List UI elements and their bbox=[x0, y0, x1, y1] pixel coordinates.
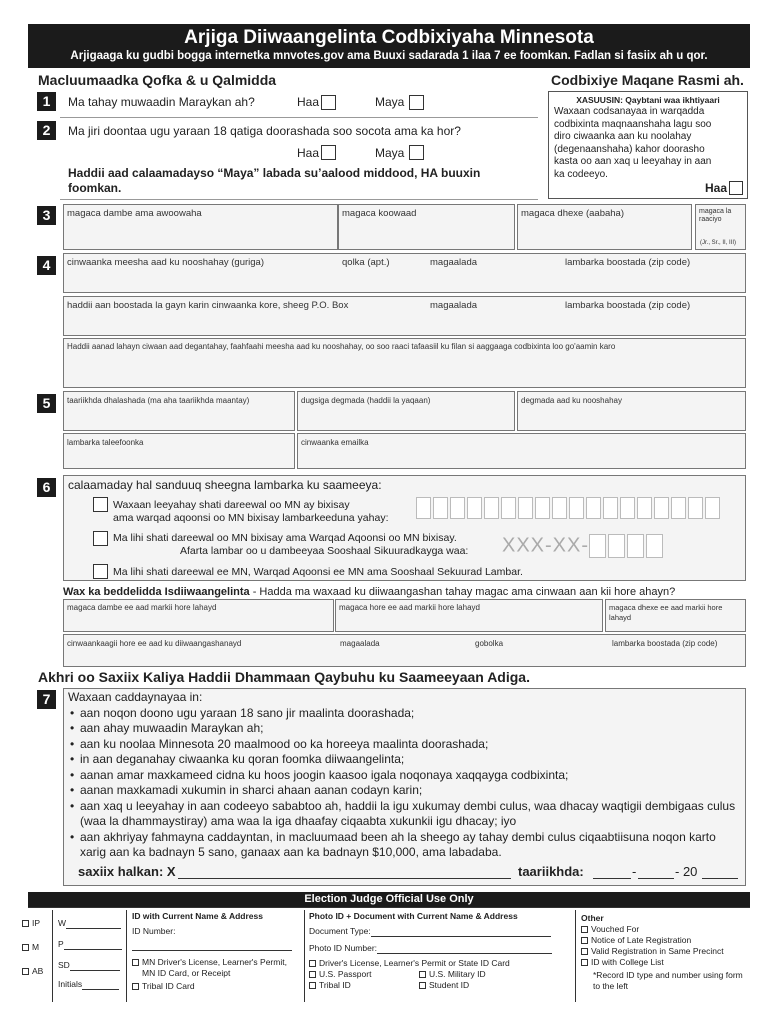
ab-checkbox[interactable] bbox=[22, 968, 29, 975]
previous-county-label: gobolka bbox=[475, 639, 504, 648]
official-use-bar: Election Judge Official Use Only bbox=[28, 892, 750, 907]
col2-option-3[interactable] bbox=[419, 969, 486, 979]
m-label: M bbox=[32, 942, 40, 952]
previous-middle-name-label: magaca dhexe ee aad markii hore lahayd bbox=[609, 603, 723, 622]
oath-item: • aan noqon doono ugu yaraan 18 sano jir maalinta doorashada; bbox=[68, 706, 744, 722]
first-name-field[interactable] bbox=[338, 204, 515, 250]
absentee-notice-box bbox=[548, 91, 748, 199]
drivers-license-line-1: Waxaan leeyahay shati dareewal oo MN ay bixisay bbox=[113, 499, 350, 511]
email-label: cinwaanka emailka bbox=[301, 438, 369, 447]
suffix-field[interactable] bbox=[695, 204, 746, 250]
footer-column-divider bbox=[575, 910, 576, 1002]
absentee-notice-title: XASUUSIN: Qaybtani waa ikhtiyaari bbox=[576, 95, 720, 105]
divider bbox=[60, 117, 538, 118]
change-registration-title bbox=[63, 586, 675, 598]
previous-last-name-label: magaca dambe ee aad markii hore lahayd bbox=[67, 603, 217, 612]
col2-option-5-label: Student ID bbox=[429, 980, 470, 990]
col2-option-1-label: Driver's License, Learner's Permit or State ID Card bbox=[319, 958, 510, 968]
previous-middle-name-field[interactable] bbox=[605, 599, 746, 632]
oath-item: • aanan maxkamadi xukumin in sharci ahaan aanan codayn karin; bbox=[68, 783, 744, 799]
w-field[interactable] bbox=[58, 918, 121, 929]
no-license-option bbox=[113, 532, 468, 558]
oath-item: • aanan amar maxkameed cidna ku hoos joogin kaasoo igala noqonaya xaqqayga codbixinta; bbox=[68, 768, 744, 784]
initials-label: Initials bbox=[58, 979, 83, 989]
city-label: magaalada bbox=[430, 257, 478, 268]
date-month-line[interactable] bbox=[593, 864, 631, 879]
eligibility-warning: Haddii aad calaamadayso “Maya” labada su’aalood middood, HA buuxin foomkan. bbox=[68, 166, 481, 195]
oath-item: • aan xaq u leeyahay in aan codeeyo sababtoo ah, haddii la igu xukumay dembi culus, waa dhacay waqtigii dembigaas culus (waa la dhammaystiray) ama waa la iga dhaafay ciqaabta xukunkii igu dhacay; iyo bbox=[68, 799, 744, 830]
col2-photo-field[interactable] bbox=[309, 943, 571, 954]
email-field[interactable] bbox=[297, 433, 746, 469]
no-license-line-1: Ma lihi shati dareewal oo MN bixisay ama Warqad Aqoonsi oo MN bixisay. bbox=[113, 532, 457, 544]
previous-address-field[interactable] bbox=[63, 634, 746, 667]
school-district-field[interactable] bbox=[297, 391, 515, 431]
col2-option-2[interactable] bbox=[309, 969, 419, 980]
age-yes-checkbox[interactable] bbox=[321, 145, 336, 160]
col2-option-2-label: U.S. Passport bbox=[319, 969, 372, 979]
question-number-3: 3 bbox=[37, 206, 56, 225]
p-field[interactable] bbox=[58, 939, 122, 950]
question-number-1: 1 bbox=[37, 92, 56, 111]
col3-item-label: ID with College List bbox=[591, 957, 664, 967]
date-day-line[interactable] bbox=[638, 864, 674, 879]
age-yes-label: Haa bbox=[297, 146, 320, 160]
date-year-line[interactable] bbox=[702, 864, 738, 879]
middle-name-field[interactable] bbox=[517, 204, 692, 250]
question-number-6: 6 bbox=[37, 478, 56, 497]
col1-id-number-line[interactable] bbox=[132, 937, 292, 951]
no-address-description-field[interactable] bbox=[63, 338, 746, 388]
suffix-hint: (Jr., Sr., II, III) bbox=[700, 240, 737, 246]
ssn-input[interactable] bbox=[502, 534, 665, 558]
citizen-no-checkbox[interactable] bbox=[409, 95, 424, 110]
no-id-option: Ma lihi shati dareewal ee MN, Warqad Aqoonsi ee MN ama Sooshaal Sekuurad Lambar. bbox=[113, 566, 523, 578]
photo-id-column bbox=[309, 911, 571, 991]
zip-label: lambarka boostada (zip code) bbox=[565, 257, 691, 268]
suffix-label: magaca la raaciyo bbox=[699, 208, 732, 223]
col2-options-row bbox=[309, 969, 571, 980]
phone-label: lambarka taleefoonka bbox=[67, 438, 144, 447]
col2-option-3-label: U.S. Military ID bbox=[429, 969, 486, 979]
m-checkbox[interactable] bbox=[22, 944, 29, 951]
col3-item[interactable] bbox=[581, 935, 749, 946]
col1-title: ID with Current Name & Address bbox=[132, 911, 263, 921]
mailing-zip-label: lambarka boostada (zip code) bbox=[565, 300, 691, 311]
oath-item: • aan akhriyay fahmayna caddayntan, in macluumaad been ah la sheego ay tahay dembi culus ciqaabtiisuna noqon karto xarig aan ka badnayn 5 sano, ganaax aan ka badnayn $10,000, ama labadaba. bbox=[68, 830, 744, 861]
age-no-label: Maya bbox=[375, 146, 405, 160]
question-number-7: 7 bbox=[37, 690, 56, 709]
citizen-no-label: Maya bbox=[375, 95, 405, 109]
col2-option-4[interactable] bbox=[309, 980, 419, 991]
change-title-bold: Wax ka beddelidda Isdiiwaangelinta bbox=[63, 586, 250, 598]
col3-note: *Record ID type and number using form to the left bbox=[593, 970, 743, 991]
col2-doctype-field[interactable] bbox=[309, 926, 571, 937]
age-no-checkbox[interactable] bbox=[409, 145, 424, 160]
previous-last-name-field[interactable] bbox=[63, 599, 334, 632]
sign-section-title: Akhri oo Saxiix Kaliya Haddii Dhammaan Qaybuhu ku Saameeyaan Adiga. bbox=[38, 669, 530, 685]
ip-label: IP bbox=[32, 918, 41, 928]
county-field[interactable] bbox=[517, 391, 746, 431]
school-district-label: dugsiga degmada (haddii la yaqaan) bbox=[301, 396, 431, 405]
id-current-address-column bbox=[132, 911, 302, 992]
last-name-label: magaca dambe ama awoowaha bbox=[67, 208, 202, 219]
oath-item: • in aan deganahay ciwaanka ku qoran foomka diiwaangelinta; bbox=[68, 752, 744, 768]
county-label: degmada aad ku nooshahay bbox=[521, 396, 622, 405]
footer-divider bbox=[28, 907, 750, 908]
col3-item-label: Valid Registration in Same Precinct bbox=[591, 946, 724, 956]
divider bbox=[60, 199, 538, 200]
col2-photo-label: Photo ID Number: bbox=[309, 943, 378, 953]
previous-first-name-label: magaca hore ee aad markii hore lahayd bbox=[339, 603, 480, 612]
col2-options-row bbox=[309, 980, 571, 991]
sd-label: SD bbox=[58, 960, 70, 970]
id-intro: calaamaday hal sanduuq sheegna lambarka ku saameeya: bbox=[68, 478, 382, 492]
question-number-4: 4 bbox=[37, 256, 56, 275]
col1-option-2[interactable] bbox=[132, 981, 302, 992]
first-name-label: magaca koowaad bbox=[342, 208, 417, 219]
form-title: Arjiga Diiwaangelinta Codbixiyaha Minnesota bbox=[184, 27, 594, 48]
absentee-notice-body: Waxaan codsanayaa in warqadda codbixinta maqnaanshaha lagu soo diro ciwaanka aan ku noolahay (degenaanshaha) kahor doorasho kasta oo aan xaq u leeyahay in aan ka codeeyo. bbox=[554, 106, 712, 180]
col3-item[interactable] bbox=[581, 946, 749, 957]
date-label: taariikhda: bbox=[518, 864, 584, 879]
citizen-yes-label: Haa bbox=[297, 95, 320, 109]
date-separator: - bbox=[632, 864, 637, 879]
col2-option-4-label: Tribal ID bbox=[319, 980, 351, 990]
ip-checkbox[interactable] bbox=[22, 920, 29, 927]
previous-city-label: magaalada bbox=[340, 639, 380, 648]
oath-text bbox=[68, 690, 744, 861]
signature-line[interactable] bbox=[178, 864, 511, 879]
mailing-city-label: magaalada bbox=[430, 300, 478, 311]
col1-id-number-label: ID Number: bbox=[132, 926, 176, 936]
footer-column-divider bbox=[126, 910, 127, 1002]
ip-option[interactable] bbox=[22, 918, 40, 929]
col1-option-2-label: Tribal ID Card bbox=[142, 981, 195, 991]
form-header-banner bbox=[28, 24, 750, 68]
apt-label: qolka (apt.) bbox=[342, 257, 390, 268]
age-question: Ma jiri doontaa ugu yaraan 18 qatiga doorashada soo socota ama ka hor? bbox=[68, 124, 461, 138]
footer-column-divider bbox=[52, 910, 53, 1002]
residence-address-field[interactable] bbox=[63, 253, 746, 293]
col1-option-1[interactable] bbox=[132, 957, 302, 979]
last-name-field[interactable] bbox=[63, 204, 338, 250]
w-label: W bbox=[58, 918, 67, 928]
oath-intro: Waxaan caddaynayaa in: bbox=[68, 690, 203, 704]
birth-date-field[interactable] bbox=[63, 391, 295, 431]
other-column bbox=[581, 913, 749, 992]
oath-item: • aan ku noolaa Minnesota 20 maalmood oo ka horeeya maalinta doorashada; bbox=[68, 737, 744, 753]
drivers-license-line-2: ama warqad aqoonsi oo MN bixisay lambarkeeduna yahay: bbox=[113, 512, 389, 524]
previous-address-label: cinwaankaagii hore ee aad ku diiwaangashanayd bbox=[67, 639, 242, 648]
col2-doctype-label: Document Type: bbox=[309, 926, 371, 936]
previous-zip-label: lambarka boostada (zip code) bbox=[612, 639, 718, 648]
question-number-5: 5 bbox=[37, 394, 56, 413]
col2-option-1[interactable] bbox=[309, 958, 571, 969]
no-address-label: Haddii aanad lahayn ciwaan aad degantahay, faahfaahi meesha aad ku nooshahay, oo soo raaci tafaasiil ku filan si aaggaaga codbixinta loo go'aamin karo bbox=[67, 342, 616, 351]
col2-option-5[interactable] bbox=[419, 980, 469, 990]
col3-item-label: Notice of Late Registration bbox=[591, 935, 692, 945]
col3-title: Other bbox=[581, 913, 604, 923]
mailing-address-field[interactable] bbox=[63, 296, 746, 336]
m-option[interactable] bbox=[22, 942, 39, 953]
col1-option-1-label: MN Driver's License, Learner's Permit, MN ID Card, or Receipt bbox=[142, 957, 287, 978]
col2-title: Photo ID + Document with Current Name & Address bbox=[309, 911, 518, 921]
initials-field[interactable] bbox=[58, 979, 119, 990]
previous-first-name-field[interactable] bbox=[335, 599, 603, 632]
drivers-license-checkbox[interactable] bbox=[93, 497, 108, 512]
p-label: P bbox=[58, 939, 64, 949]
section-title: Macluumaadka Qofka & u Qalmidda bbox=[38, 72, 277, 88]
drivers-license-option bbox=[113, 499, 389, 525]
no-license-checkbox[interactable] bbox=[93, 531, 108, 546]
license-number-input[interactable] bbox=[416, 497, 722, 519]
oath-item: • aan ahay muwaadin Maraykan ah; bbox=[68, 721, 744, 737]
no-id-checkbox[interactable] bbox=[93, 564, 108, 579]
oath-list bbox=[68, 706, 744, 861]
col3-item[interactable] bbox=[581, 924, 749, 935]
birth-date-label: taariikhda dhalashada (ma aha taariikhda maantay) bbox=[67, 396, 250, 405]
citizenship-question: Ma tahay muwaadin Maraykan ah? bbox=[68, 95, 255, 109]
residence-address-label: cinwaanka meesha aad ku nooshahay (guriga) bbox=[67, 257, 264, 268]
ssn-mask: XXX-XX- bbox=[502, 534, 590, 557]
signature-label: saxiix halkan: X bbox=[78, 864, 176, 879]
date-year-prefix: - 20 bbox=[675, 864, 698, 879]
absentee-yes-checkbox[interactable] bbox=[729, 181, 743, 195]
mailing-address-label: haddii aan boostada la gayn karin cinwaanka kore, sheeg P.O. Box bbox=[67, 300, 349, 311]
official-title: Codbixiye Maqane Rasmi ah. bbox=[551, 72, 744, 88]
question-number-2: 2 bbox=[37, 121, 56, 140]
footer-column-divider bbox=[304, 910, 305, 1002]
absentee-yes-label: Haa bbox=[704, 181, 727, 195]
phone-field[interactable] bbox=[63, 433, 295, 469]
citizen-yes-checkbox[interactable] bbox=[321, 95, 336, 110]
ab-label: AB bbox=[32, 966, 44, 976]
form-subtitle: Arjigaaga ku gudbi bogga internetka mnvotes.gov ama Buuxi sadarada 1 ilaa 7 ee foomkan. Fadlan si fasiix ah u qor. bbox=[70, 50, 708, 62]
change-title-rest: - Hadda ma waxaad ku diiwaangashan tahay magac ama cinwaan aan kii hore ahayn? bbox=[249, 586, 676, 598]
middle-name-label: magaca dhexe (aabaha) bbox=[521, 208, 624, 219]
ssn-instruction: Afarta lambar oo u dambeeyaa Sooshaal Sikuuradkayga waa: bbox=[180, 545, 469, 557]
col3-item-label: Vouched For bbox=[591, 924, 640, 934]
sd-field[interactable] bbox=[58, 960, 120, 971]
col3-item[interactable] bbox=[581, 957, 749, 968]
ab-option[interactable] bbox=[22, 966, 43, 977]
